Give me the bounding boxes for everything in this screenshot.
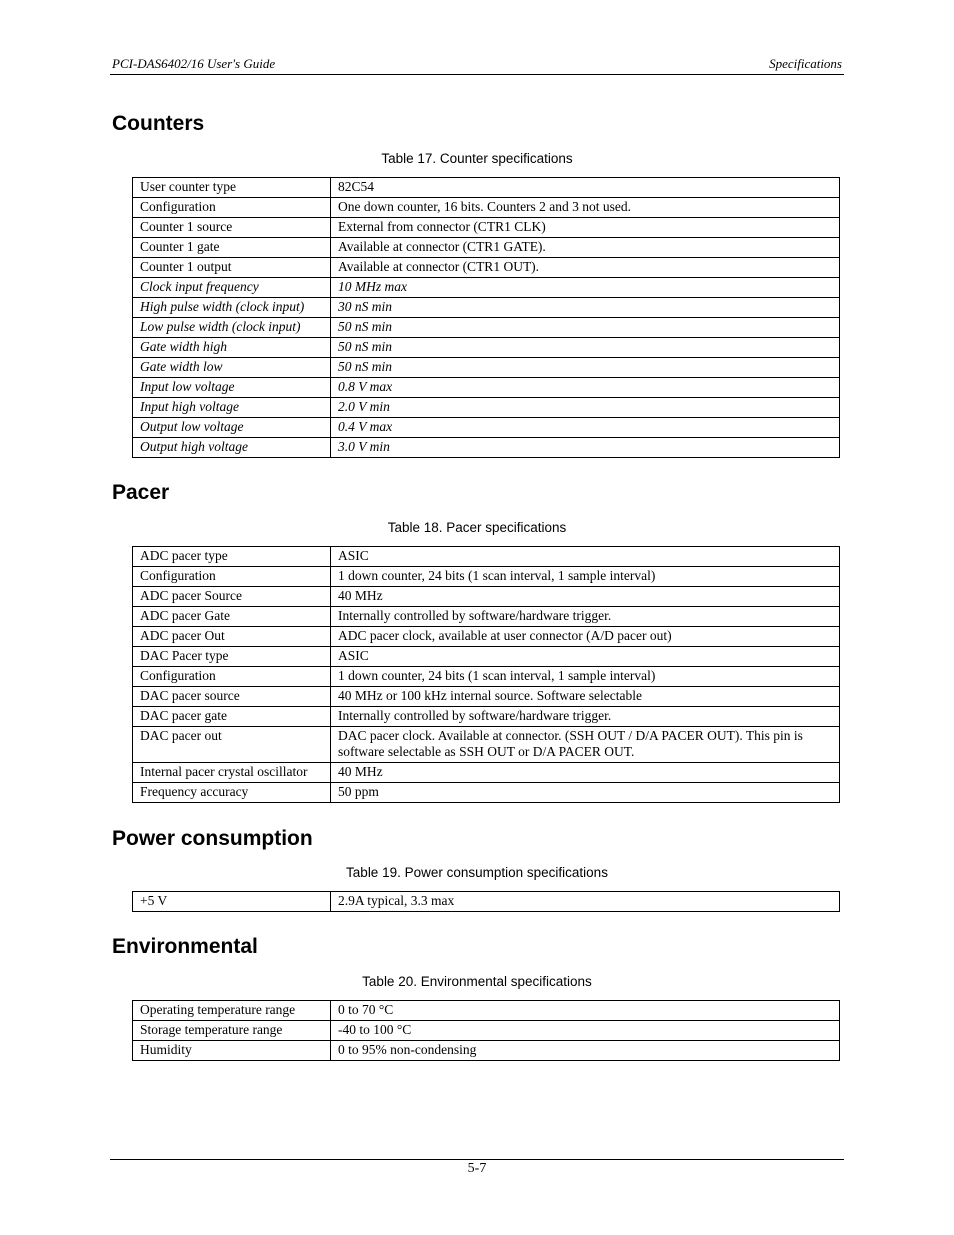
spec-value: ASIC (331, 547, 840, 567)
table-row (133, 318, 840, 338)
spec-label: Humidity (133, 1041, 331, 1061)
table-row (133, 238, 840, 258)
spec-label: DAC pacer out (133, 727, 331, 763)
spec-label: ADC pacer Source (133, 587, 331, 607)
table-row (133, 378, 840, 398)
table-row (133, 892, 840, 912)
table-row (133, 547, 840, 567)
spec-label: ADC pacer Out (133, 627, 331, 647)
spec-label: Configuration (133, 198, 331, 218)
section-title-environmental: Environmental (112, 935, 258, 958)
spec-label: Counter 1 source (133, 218, 331, 238)
spec-label: Output low voltage (133, 418, 331, 438)
spec-value: Available at connector (CTR1 OUT). (331, 258, 840, 278)
table-row (133, 727, 840, 763)
spec-label: ADC pacer type (133, 547, 331, 567)
table-row (133, 607, 840, 627)
table-row (133, 198, 840, 218)
spec-value: 50 nS min (331, 338, 840, 358)
pacer-spec-table (132, 546, 840, 803)
spec-value: 1 down counter, 24 bits (1 scan interval, 1 sample interval) (331, 567, 840, 587)
table-row (133, 647, 840, 667)
spec-label: Gate width low (133, 358, 331, 378)
spec-label: Gate width high (133, 338, 331, 358)
spec-label: Output high voltage (133, 438, 331, 458)
spec-value: 3.0 V min (331, 438, 840, 458)
table-row (133, 587, 840, 607)
spec-label: High pulse width (clock input) (133, 298, 331, 318)
table-caption-counters: Table 17. Counter specifications (381, 151, 573, 166)
spec-value: 0.8 V max (331, 378, 840, 398)
table-row (133, 338, 840, 358)
table-row (133, 178, 840, 198)
spec-value: 0.4 V max (331, 418, 840, 438)
table-row (133, 783, 840, 803)
spec-value: Available at connector (CTR1 GATE). (331, 238, 840, 258)
spec-label: User counter type (133, 178, 331, 198)
spec-label: Counter 1 output (133, 258, 331, 278)
page-number: 5-7 (467, 1161, 487, 1176)
spec-label: DAC Pacer type (133, 647, 331, 667)
spec-value: 2.9A typical, 3.3 max (331, 892, 840, 912)
footer-rule (110, 1159, 844, 1160)
section-title-counters: Counters (112, 112, 205, 135)
table-row (133, 707, 840, 727)
table-caption-pacer: Table 18. Pacer specifications (387, 520, 567, 535)
spec-label: Configuration (133, 567, 331, 587)
spec-value: 0 to 95% non-condensing (331, 1041, 840, 1061)
spec-value: 10 MHz max (331, 278, 840, 298)
environmental-spec-table (132, 1000, 840, 1061)
spec-value: 50 nS min (331, 318, 840, 338)
table-row (133, 278, 840, 298)
spec-value: ADC pacer clock, available at user connector (A/D pacer out) (331, 627, 840, 647)
spec-value: External from connector (CTR1 CLK) (331, 218, 840, 238)
spec-label: Input low voltage (133, 378, 331, 398)
spec-value: Internally controlled by software/hardware trigger. (331, 607, 840, 627)
table-caption-environmental: Table 20. Environmental specifications (362, 974, 592, 989)
header-doc-title: PCI-DAS6402/16 User's Guide (112, 56, 276, 71)
spec-value: 82C54 (331, 178, 840, 198)
spec-value: 50 ppm (331, 783, 840, 803)
table-row (133, 438, 840, 458)
table-row (133, 218, 840, 238)
spec-label: Frequency accuracy (133, 783, 331, 803)
spec-value: 40 MHz or 100 kHz internal source. Software selectable (331, 687, 840, 707)
table-caption-power: Table 19. Power consumption specifications (346, 865, 608, 880)
spec-label: Counter 1 gate (133, 238, 331, 258)
spec-value: -40 to 100 °C (331, 1021, 840, 1041)
table-row (133, 567, 840, 587)
spec-label: Input high voltage (133, 398, 331, 418)
spec-value: 40 MHz (331, 587, 840, 607)
spec-label: DAC pacer source (133, 687, 331, 707)
spec-value: Internally controlled by software/hardware trigger. (331, 707, 840, 727)
table-row (133, 298, 840, 318)
spec-label: Operating temperature range (133, 1001, 331, 1021)
spec-value: 40 MHz (331, 763, 840, 783)
spec-value: One down counter, 16 bits. Counters 2 and 3 not used. (331, 198, 840, 218)
spec-label: DAC pacer gate (133, 707, 331, 727)
table-row (133, 398, 840, 418)
spec-label: Storage temperature range (133, 1021, 331, 1041)
spec-value: ASIC (331, 647, 840, 667)
counter-spec-table (132, 177, 840, 458)
table-row (133, 258, 840, 278)
section-title-pacer: Pacer (112, 481, 170, 504)
table-row (133, 358, 840, 378)
table-row (133, 763, 840, 783)
table-row (133, 667, 840, 687)
page-header (110, 55, 844, 75)
spec-value: 1 down counter, 24 bits (1 scan interval, 1 sample interval) (331, 667, 840, 687)
table-row (133, 1041, 840, 1061)
spec-value: 0 to 70 °C (331, 1001, 840, 1021)
header-section-name: Specifications (769, 56, 842, 71)
spec-label: ADC pacer Gate (133, 607, 331, 627)
spec-value: 50 nS min (331, 358, 840, 378)
section-title-power: Power consumption (112, 827, 313, 850)
spec-label: +5 V (133, 892, 331, 912)
table-row (133, 627, 840, 647)
spec-label: Configuration (133, 667, 331, 687)
spec-label: Internal pacer crystal oscillator (133, 763, 331, 783)
spec-value: DAC pacer clock. Available at connector. (SSH OUT / D/A PACER OUT). This pin is software selectable as SSH OUT or D/A PACER OUT. (331, 727, 840, 763)
table-row (133, 1021, 840, 1041)
spec-value: 30 nS min (331, 298, 840, 318)
table-row (133, 1001, 840, 1021)
table-row (133, 418, 840, 438)
spec-value: 2.0 V min (331, 398, 840, 418)
power-spec-table (132, 891, 840, 912)
spec-label: Clock input frequency (133, 278, 331, 298)
spec-label: Low pulse width (clock input) (133, 318, 331, 338)
table-row (133, 687, 840, 707)
